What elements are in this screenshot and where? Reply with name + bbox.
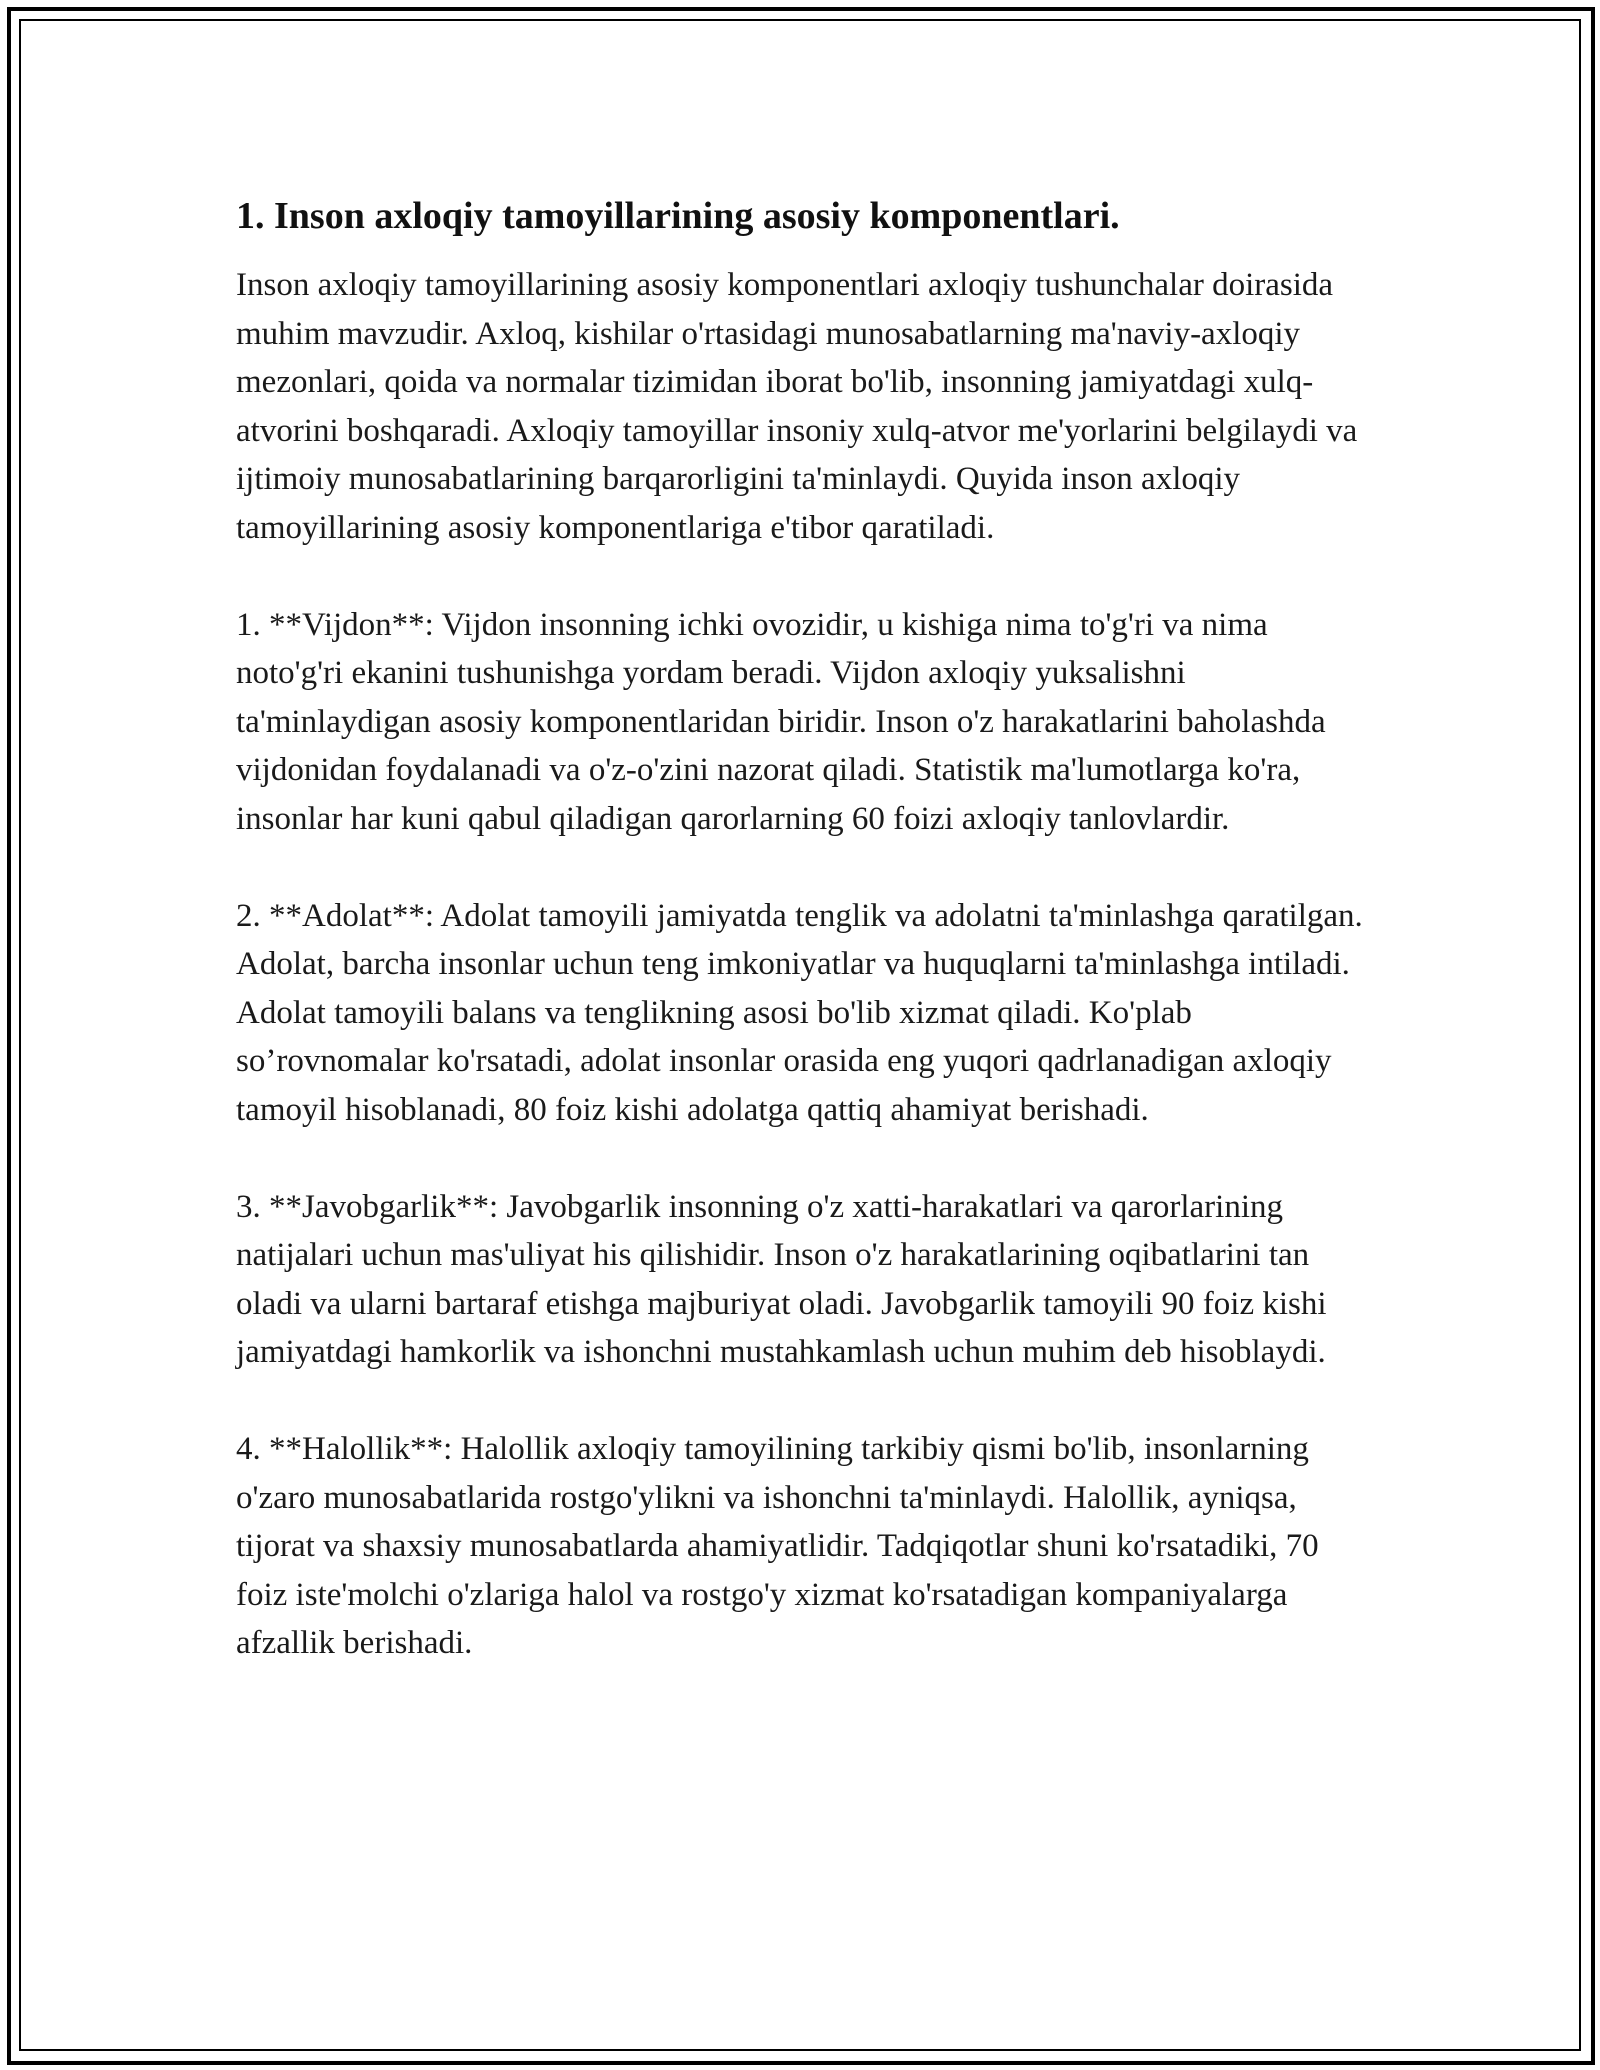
paragraph-vijdon: 1. **Vijdon**: Vijdon insonning ichki ovozidir, u kishiga nima to'g'ri va nima noto'g'ri ekanini tushunishga yordam beradi. Vijdon axloqiy yuksalishni ta'minlaydigan asosiy komponentlaridan biridir. Inson o'z harakatlarini baholashda vijdonidan foydalanadi va o'z-o'zini nazorat qiladi. Statistik ma'lumotlarga ko'ra, insonlar har kuni qabul qiladigan qarorlarning 60 foizi axloqiy tanlovlardir. xyxy=(236,606,1326,837)
intro-paragraph: Inson axloqiy tamoyillarining asosiy komponentlari axloqiy tushunchalar doirasida muhim mavzudir. Axloq, kishilar o'rtasidagi munosabatlarning ma'naviy-axloqiy mezonlari, qoida va normalar tizimidan iborat bo'lib, insonning jamiyatdagi xulq-atvorini boshqaradi. Axloqiy tamoyillar insoniy xulq-atvor me'yorlarini belgilaydi va ijtimoiy munosabatlarining barqarorligini ta'minlaydi. Quyida inson axloqiy tamoyillarining asosiy komponentlariga e'tibor qaratiladi. xyxy=(236,267,1358,546)
page-title: 1. Inson axloqiy tamoyillarining asosiy komponentlari. xyxy=(236,195,1120,237)
document-body xyxy=(236,185,1376,1668)
paragraph-adolat: 2. **Adolat**: Adolat tamoyili jamiyatda tenglik va adolatni ta'minlashga qaratilgan. Adolat, barcha insonlar uchun teng imkoniyatlar va huquqlarni ta'minlashga intiladi. Adolat tamoyili balans va tenglikning asosi bo'lib xizmat qiladi. Ko'plab so’rovnomalar ko'rsatadi, adolat insonlar orasida eng yuqori qadrlanadigan axloqiy tamoyil hisoblanadi, 80 foiz kishi adolatga qattiq ahamiyat berishadi. xyxy=(236,897,1363,1128)
paragraph-javobgarlik: 3. **Javobgarlik**: Javobgarlik insonning o'z xatti-harakatlari va qarorlarining natijalari uchun mas'uliyat his qilishidir. Inson o'z harakatlarining oqibatlarini tan oladi va ularni bartaraf etishga majburiyat oladi. Javobgarlik tamoyili 90 foiz kishi jamiyatdagi hamkorlik va ishonchni mustahkamlash uchun muhim deb hisoblaydi. xyxy=(236,1188,1327,1370)
paragraph-halollik: 4. **Halollik**: Halollik axloqiy tamoyilining tarkibiy qismi bo'lib, insonlarning o'zaro munosabatlarida rostgo'ylikni va ishonchni ta'minlaydi. Halollik, ayniqsa, tijorat va shaxsiy munosabatlarda ahamiyatlidir. Tadqiqotlar shuni ko'rsatadiki, 70 foiz iste'molchi o'zlariga halol va rostgo'y xizmat ko'rsatadigan kompaniyalarga afzallik berishadi. xyxy=(236,1431,1319,1661)
